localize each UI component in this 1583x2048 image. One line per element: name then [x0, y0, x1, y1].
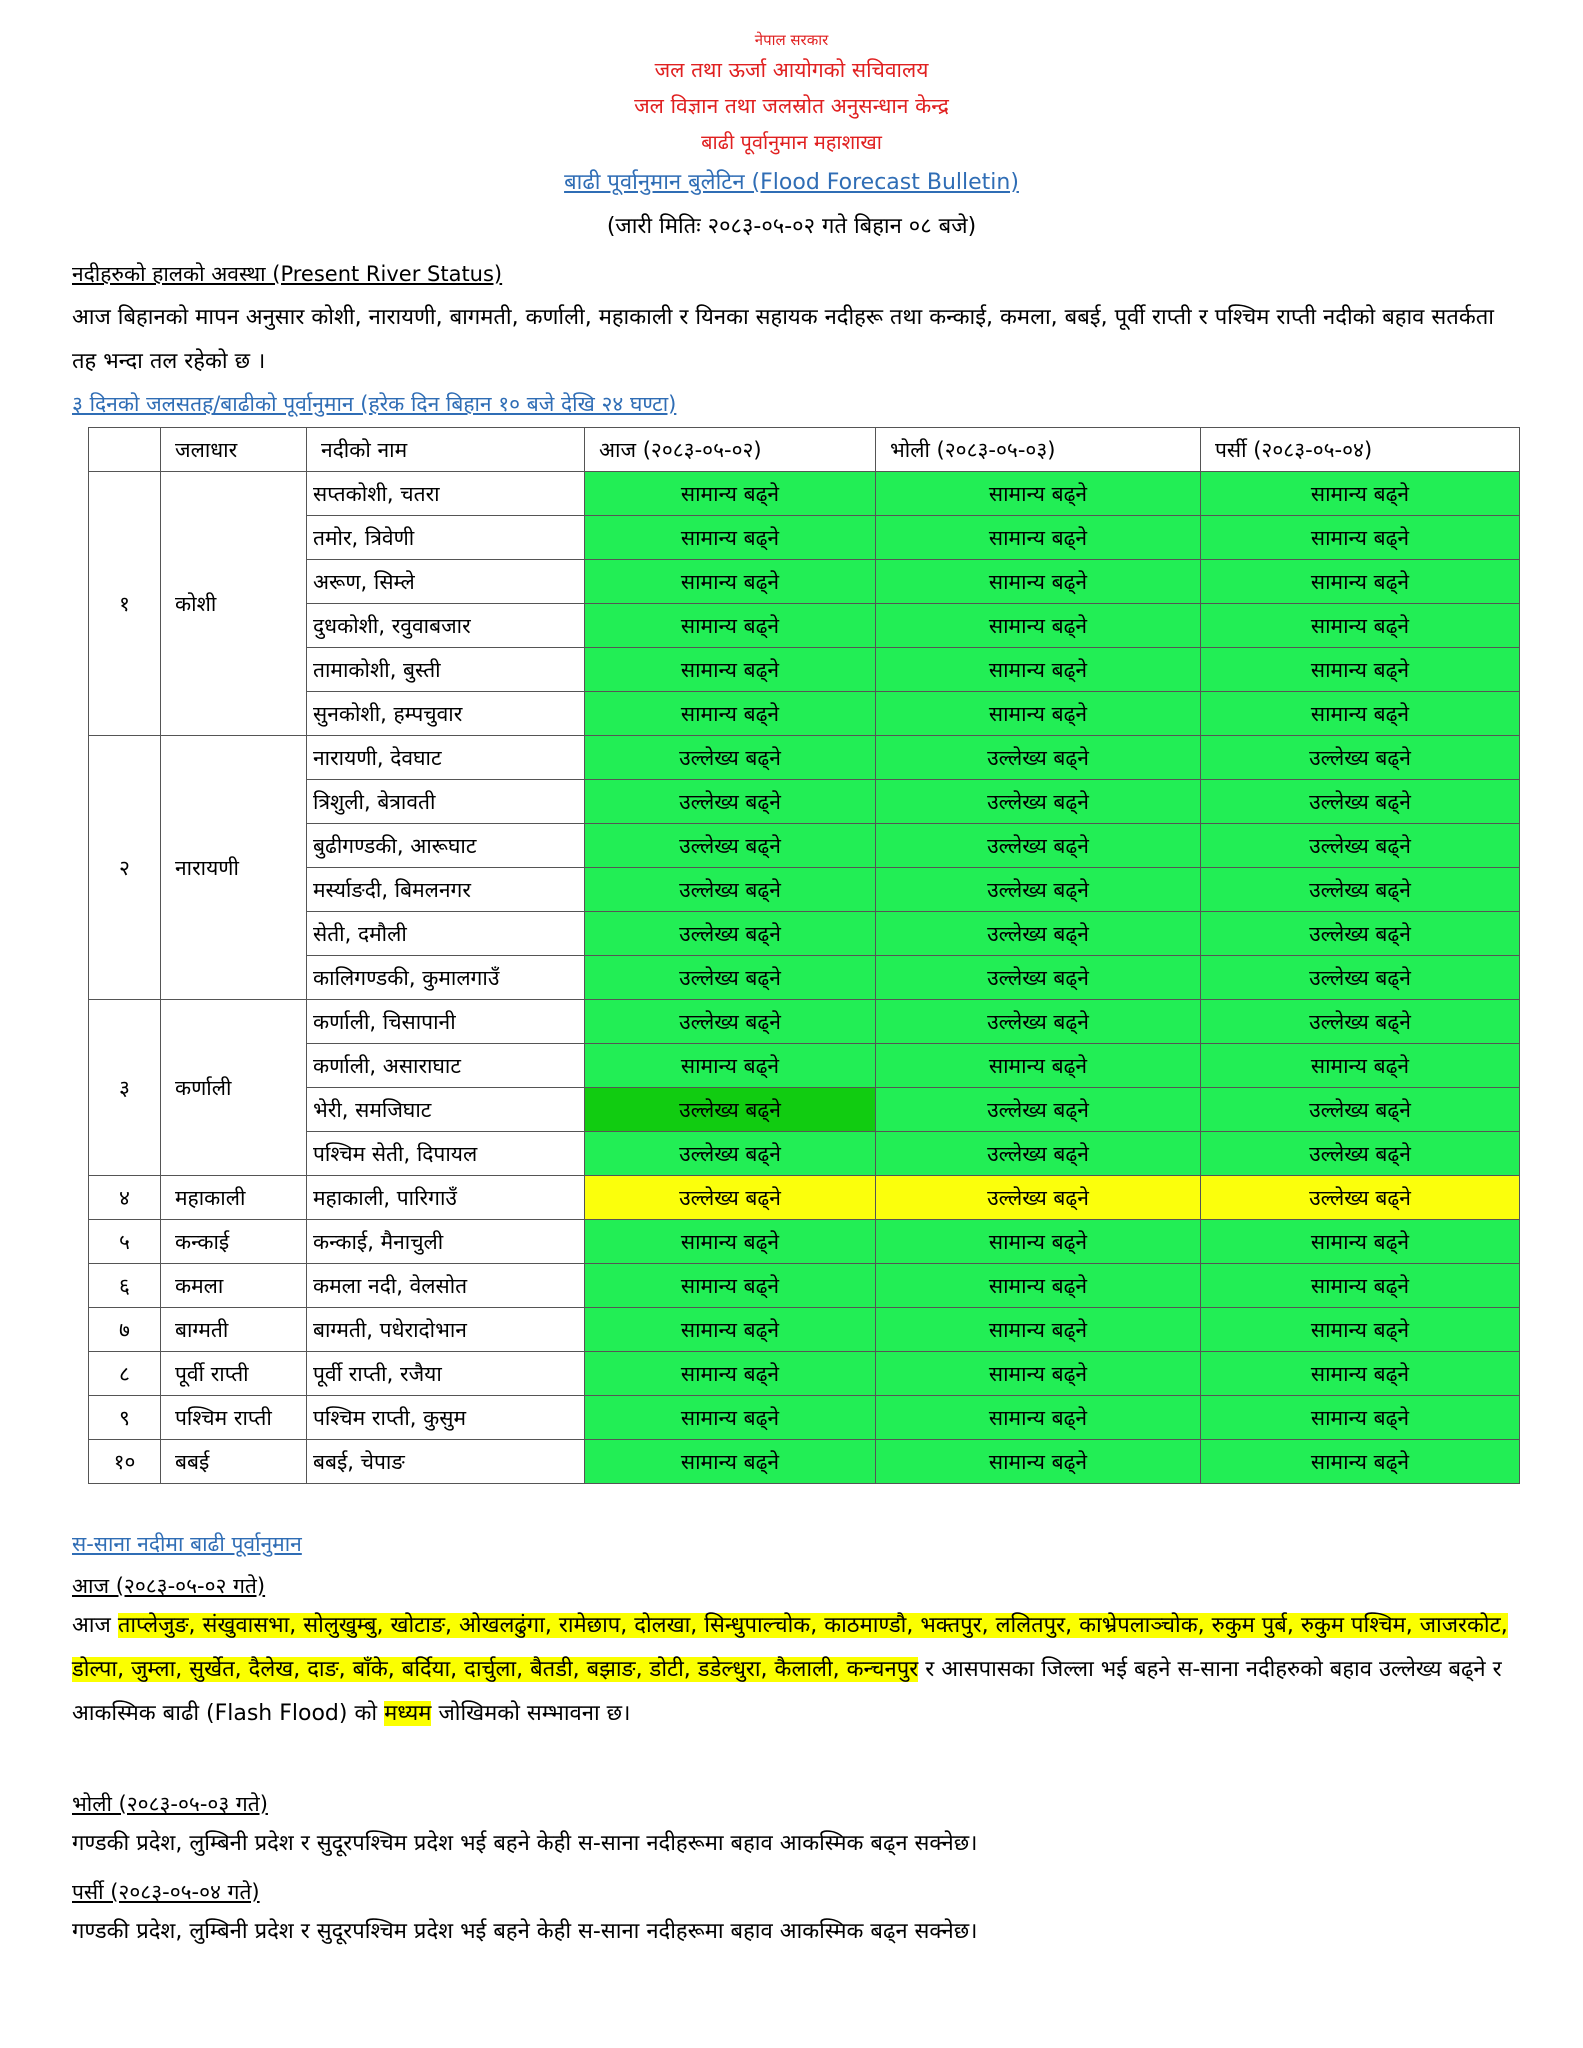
forecast-status-cell: सामान्य बढ्ने: [585, 1352, 876, 1396]
forecast-status-cell: उल्लेख्य बढ्ने: [876, 824, 1201, 868]
forecast-status-cell: उल्लेख्य बढ्ने: [585, 1132, 876, 1176]
forecast-status-cell: सामान्य बढ्ने: [585, 604, 876, 648]
forecast-status-cell: सामान्य बढ्ने: [876, 1308, 1201, 1352]
forecast-status-cell: सामान्य बढ्ने: [1201, 1396, 1520, 1440]
today-forecast-text: [72, 1604, 1520, 1736]
station-name: बबई, चेपाङ: [307, 1440, 585, 1484]
station-name: कमला नदी, वेलसोत: [307, 1264, 585, 1308]
station-name: तमोर, त्रिवेणी: [307, 516, 585, 560]
government-name: नेपाल सरकार: [754, 31, 829, 49]
station-name: सप्तकोशी, चतरा: [307, 472, 585, 516]
dayafter-forecast-text: गण्डकी प्रदेश, लुम्बिनी प्रदेश र सुदूरपश्चिम प्रदेश भई बहने केही स-साना नदीहरूमा बहाव आकस्मिक बढ्न सक्नेछ।: [72, 1919, 978, 1944]
station-name: बाग्मती, पधेरादोभान: [307, 1308, 585, 1352]
station-name: महाकाली, पारिगाउँ: [307, 1176, 585, 1220]
forecast-status-cell: उल्लेख्य बढ्ने: [876, 1132, 1201, 1176]
forecast-status-cell: सामान्य बढ्ने: [585, 692, 876, 736]
table-row: [89, 1176, 1520, 1220]
forecast-status-cell: उल्लेख्य बढ्ने: [876, 780, 1201, 824]
basin-number: ८: [89, 1352, 161, 1396]
basin-number: १: [89, 472, 161, 736]
forecast-status-cell: सामान्य बढ्ने: [876, 1044, 1201, 1088]
ministry-name: जल तथा ऊर्जा आयोगको सचिवालय: [654, 58, 929, 82]
station-name: भेरी, समजिघाट: [307, 1088, 585, 1132]
today-risk-level: मध्यम: [384, 1701, 432, 1726]
col-header-station: नदीको नाम: [307, 428, 585, 472]
station-name: दुधकोशी, रवुवाबजार: [307, 604, 585, 648]
today-prefix: आज: [72, 1613, 111, 1638]
forecast-status-cell: सामान्य बढ्ने: [1201, 1352, 1520, 1396]
forecast-status-cell: सामान्य बढ्ने: [585, 1396, 876, 1440]
forecast-status-cell: सामान्य बढ्ने: [876, 1220, 1201, 1264]
forecast-status-cell: उल्लेख्य बढ्ने: [1201, 1000, 1520, 1044]
forecast-status-cell: सामान्य बढ्ने: [1201, 472, 1520, 516]
basin-number: १०: [89, 1440, 161, 1484]
forecast-status-cell: सामान्य बढ्ने: [585, 560, 876, 604]
station-name: पूर्वी राप्ती, रजैया: [307, 1352, 585, 1396]
department-name: जल विज्ञान तथा जलस्रोत अनुसन्धान केन्द्र: [634, 94, 949, 118]
basin-number: ५: [89, 1220, 161, 1264]
forecast-status-cell: सामान्य बढ्ने: [876, 516, 1201, 560]
section-name: बाढी पूर्वानुमान महाशाखा: [701, 130, 882, 154]
forecast-status-cell: उल्लेख्य बढ्ने: [585, 824, 876, 868]
table-row: [89, 1264, 1520, 1308]
basin-number: ९: [89, 1396, 161, 1440]
station-name: त्रिशुली, बेत्रावती: [307, 780, 585, 824]
forecast-status-cell: उल्लेख्य बढ्ने: [876, 868, 1201, 912]
forecast-status-cell: उल्लेख्य बढ्ने: [585, 780, 876, 824]
table-row: [89, 1000, 1520, 1044]
basin-name: कमला: [161, 1264, 307, 1308]
table-row: [89, 1396, 1520, 1440]
station-name: कन्काई, मैनाचुली: [307, 1220, 585, 1264]
forecast-status-cell: सामान्य बढ्ने: [1201, 604, 1520, 648]
forecast-status-cell: उल्लेख्य बढ्ने: [876, 1000, 1201, 1044]
forecast-status-cell: उल्लेख्य बढ्ने: [585, 1176, 876, 1220]
table-header-row: [89, 428, 1520, 472]
station-name: सेती, दमौली: [307, 912, 585, 956]
col-header-num: [89, 428, 161, 472]
basin-name: नारायणी: [161, 736, 307, 1000]
table-row: [89, 1308, 1520, 1352]
forecast-status-cell: सामान्य बढ्ने: [585, 1044, 876, 1088]
forecast-status-cell: सामान्य बढ्ने: [1201, 1264, 1520, 1308]
forecast-status-cell: सामान्य बढ्ने: [1201, 1440, 1520, 1484]
issue-date: (जारी मितिः २०८३-०५-०२ गते बिहान ०८ बजे): [606, 214, 977, 239]
forecast-status-cell: सामान्य बढ्ने: [876, 1264, 1201, 1308]
basin-number: ३: [89, 1000, 161, 1176]
forecast-status-cell: सामान्य बढ्ने: [585, 516, 876, 560]
station-name: बुढीगण्डकी, आरूघाट: [307, 824, 585, 868]
forecast-status-cell: सामान्य बढ्ने: [585, 1264, 876, 1308]
col-header-tomorrow: भोली (२०८३-०५-०३): [876, 428, 1201, 472]
basin-name: कोशी: [161, 472, 307, 736]
present-status-text: आज बिहानको मापन अनुसार कोशी, नारायणी, बागमती, कर्णाली, महाकाली र यिनका सहायक नदीहरू तथा कन्काई, कमला, बबई, पूर्वी राप्ती र पश्चिम राप्ती नदीको बहाव सतर्कता तह भन्दा तल रहेको छ ।: [72, 305, 1494, 374]
forecast-status-cell: सामान्य बढ्ने: [876, 1396, 1201, 1440]
tomorrow-label: भोली (२०८३-०५-०३ गते): [72, 1792, 268, 1816]
table-row: [89, 1220, 1520, 1264]
forecast-heading: ३ दिनको जलसतह/बाढीको पूर्वानुमान (हरेक दिन बिहान १० बजे देखि २४ घण्टा): [72, 392, 677, 416]
station-name: अरूण, सिम्ले: [307, 560, 585, 604]
station-name: कर्णाली, चिसापानी: [307, 1000, 585, 1044]
today-label: आज (२०८३-०५-०२ गते): [72, 1574, 266, 1598]
forecast-status-cell: सामान्य बढ्ने: [585, 1308, 876, 1352]
basin-name: महाकाली: [161, 1176, 307, 1220]
bulletin-title: बाढी पूर्वानुमान बुलेटिन (Flood Forecast Bulletin): [564, 170, 1019, 195]
forecast-status-cell: उल्लेख्य बढ्ने: [585, 1088, 876, 1132]
station-name: सुनकोशी, हम्पचुवार: [307, 692, 585, 736]
forecast-status-cell: उल्लेख्य बढ्ने: [876, 956, 1201, 1000]
forecast-status-cell: सामान्य बढ्ने: [1201, 1220, 1520, 1264]
basin-name: बबई: [161, 1440, 307, 1484]
basin-name: कन्काई: [161, 1220, 307, 1264]
forecast-status-cell: उल्लेख्य बढ्ने: [1201, 956, 1520, 1000]
basin-name: कर्णाली: [161, 1000, 307, 1176]
forecast-status-cell: सामान्य बढ्ने: [585, 648, 876, 692]
dayafter-label: पर्सी (२०८३-०५-०४ गते): [72, 1880, 260, 1904]
table-row: [89, 472, 1520, 516]
basin-number: ६: [89, 1264, 161, 1308]
basin-name: बाग्मती: [161, 1308, 307, 1352]
table-row: [89, 1440, 1520, 1484]
forecast-status-cell: उल्लेख्य बढ्ने: [585, 868, 876, 912]
forecast-status-cell: उल्लेख्य बढ्ने: [876, 1176, 1201, 1220]
forecast-table: [88, 427, 1520, 1484]
col-header-basin: जलाधार: [161, 428, 307, 472]
forecast-status-cell: उल्लेख्य बढ्ने: [585, 912, 876, 956]
forecast-status-cell: सामान्य बढ्ने: [876, 1440, 1201, 1484]
forecast-status-cell: सामान्य बढ्ने: [876, 692, 1201, 736]
forecast-status-cell: उल्लेख्य बढ्ने: [1201, 1088, 1520, 1132]
forecast-status-cell: सामान्य बढ्ने: [1201, 516, 1520, 560]
forecast-status-cell: उल्लेख्य बढ्ने: [876, 1088, 1201, 1132]
forecast-status-cell: सामान्य बढ्ने: [1201, 692, 1520, 736]
table-row: [89, 1352, 1520, 1396]
forecast-status-cell: सामान्य बढ्ने: [585, 472, 876, 516]
basin-number: ४: [89, 1176, 161, 1220]
forecast-status-cell: सामान्य बढ्ने: [1201, 1044, 1520, 1088]
forecast-status-cell: उल्लेख्य बढ्ने: [876, 736, 1201, 780]
basin-number: २: [89, 736, 161, 1000]
forecast-status-cell: सामान्य बढ्ने: [876, 648, 1201, 692]
today-middle: र आसपासका जिल्ला भई बहने स-साना नदीहरुको बहाव उल्लेख्य बढ्ने र आकस्मिक बाढी (Flash Flood) को: [72, 1657, 1502, 1726]
forecast-status-cell: उल्लेख्य बढ्ने: [1201, 868, 1520, 912]
forecast-status-cell: सामान्य बढ्ने: [876, 560, 1201, 604]
forecast-status-cell: उल्लेख्य बढ्ने: [585, 736, 876, 780]
station-name: पश्चिम राप्ती, कुसुम: [307, 1396, 585, 1440]
basin-name: पश्चिम राप्ती: [161, 1396, 307, 1440]
station-name: पश्चिम सेती, दिपायल: [307, 1132, 585, 1176]
station-name: नारायणी, देवघाट: [307, 736, 585, 780]
forecast-status-cell: सामान्य बढ्ने: [876, 1352, 1201, 1396]
forecast-status-cell: सामान्य बढ्ने: [585, 1440, 876, 1484]
station-name: मर्स्याङदी, बिमलनगर: [307, 868, 585, 912]
forecast-status-cell: उल्लेख्य बढ्ने: [1201, 780, 1520, 824]
today-suffix: जोखिमको सम्भावना छ।: [438, 1701, 631, 1726]
station-name: तामाकोशी, बुस्ती: [307, 648, 585, 692]
small-rivers-heading: स-साना नदीमा बाढी पूर्वानुमान: [72, 1532, 302, 1556]
tomorrow-forecast-text: गण्डकी प्रदेश, लुम्बिनी प्रदेश र सुदूरपश्चिम प्रदेश भई बहने केही स-साना नदीहरूमा बहाव आकस्मिक बढ्न सक्नेछ।: [72, 1831, 978, 1856]
forecast-status-cell: उल्लेख्य बढ्ने: [1201, 1176, 1520, 1220]
station-name: कर्णाली, असाराघाट: [307, 1044, 585, 1088]
forecast-status-cell: उल्लेख्य बढ्ने: [1201, 1132, 1520, 1176]
forecast-status-cell: उल्लेख्य बढ्ने: [1201, 736, 1520, 780]
forecast-status-cell: सामान्य बढ्ने: [876, 604, 1201, 648]
forecast-status-cell: सामान्य बढ्ने: [585, 1220, 876, 1264]
basin-number: ७: [89, 1308, 161, 1352]
present-status-heading: नदीहरुको हालको अवस्था (Present River Status): [72, 262, 503, 286]
today-districts: ताप्लेजुङ, संखुवासभा, सोलुखुम्बु, खोटाङ, ओखलढुंगा, रामेछाप, दोलखा, सिन्धुपाल्चोक, काठमाण्डौ, भक्तपुर, ललितपुर, काभ्रेपलाञ्चोक, रुकुम पुर्ब, रुकुम पश्चिम, जाजरकोट, डोल्पा, जुम्ला, सुर्खेत, दैलेख, दाङ, बाँके, बर्दिया, दार्चुला, बैतडी, बझाङ, डोटी, डडेल्धुरा, कैलाली, कन्चनपुर: [72, 1613, 1508, 1682]
forecast-status-cell: सामान्य बढ्ने: [1201, 1308, 1520, 1352]
forecast-status-cell: उल्लेख्य बढ्ने: [585, 956, 876, 1000]
station-name: कालिगण्डकी, कुमालगाउँ: [307, 956, 585, 1000]
basin-name: पूर्वी राप्ती: [161, 1352, 307, 1396]
forecast-status-cell: उल्लेख्य बढ्ने: [1201, 912, 1520, 956]
forecast-status-cell: सामान्य बढ्ने: [1201, 648, 1520, 692]
col-header-dayafter: पर्सी (२०८३-०५-०४): [1201, 428, 1520, 472]
forecast-status-cell: उल्लेख्य बढ्ने: [585, 1000, 876, 1044]
forecast-status-cell: उल्लेख्य बढ्ने: [1201, 824, 1520, 868]
table-row: [89, 736, 1520, 780]
col-header-today: आज (२०८३-०५-०२): [585, 428, 876, 472]
forecast-status-cell: सामान्य बढ्ने: [1201, 560, 1520, 604]
forecast-status-cell: सामान्य बढ्ने: [876, 472, 1201, 516]
forecast-status-cell: उल्लेख्य बढ्ने: [876, 912, 1201, 956]
